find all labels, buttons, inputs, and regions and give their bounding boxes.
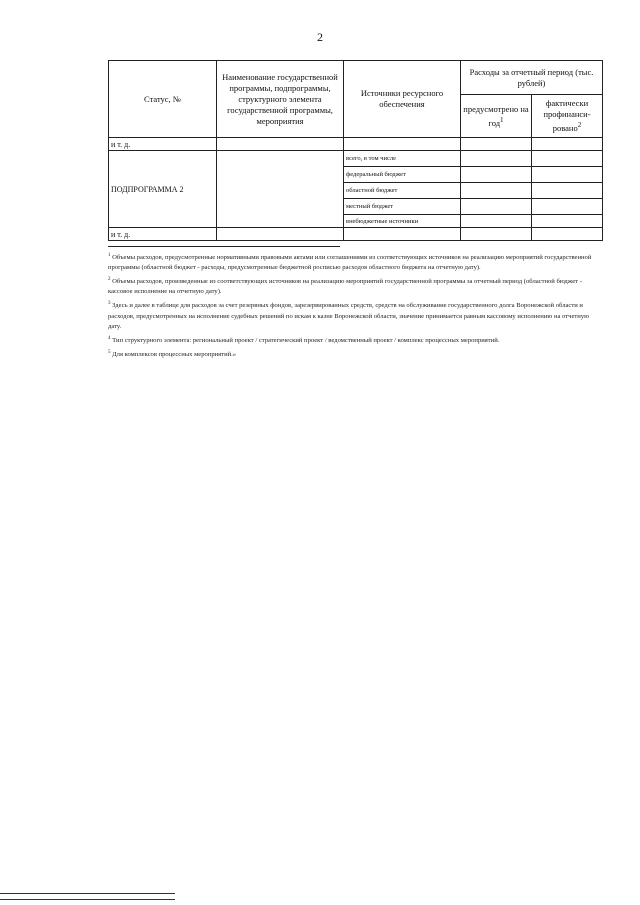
header-sources: Источники ресурсного обеспечения	[344, 61, 461, 138]
header-name: Наименование государственной программы, подпрограммы, структурного элемента государственной программы, мероприятия	[217, 61, 344, 138]
footnote-1	[108, 251, 602, 273]
table-row	[109, 151, 603, 167]
bottom-rule	[0, 893, 175, 894]
footnotes	[108, 246, 602, 362]
footnote-3-number: 3	[108, 301, 111, 307]
header-actual-label: фактически профинанси-ровано	[543, 98, 591, 133]
footnote-4-text: Тип структурного элемента: региональный проект / стратегический проект / ведомственный проект / комплекс процессных мероприятий.	[112, 336, 500, 344]
source-federal: федеральный бюджет	[344, 167, 461, 183]
footnote-4-number: 4	[108, 335, 111, 341]
source-extrabudgetary: внебюджетные источники	[344, 215, 461, 228]
footnote-5	[108, 348, 602, 360]
footnote-5-number: 5	[108, 349, 111, 355]
header-planned-label: предусмотрено на год	[463, 103, 529, 128]
footnote-2-text: Объемы расходов, произведенные из соответствующих источников на реализацию мероприятий государственной программы за отчетный период (областной бюджет - кассовое исполнение на отчетную дату).	[108, 278, 582, 296]
bottom-rule	[0, 899, 175, 900]
expenses-report-table	[108, 60, 603, 241]
etc-label: и т. д.	[109, 228, 217, 241]
footnote-separator	[108, 246, 340, 247]
source-regional: областной бюджет	[344, 183, 461, 199]
table-row	[109, 228, 603, 241]
subprogram-name-cell	[217, 151, 344, 228]
footnote-1-number: 1	[108, 253, 111, 258]
footnote-2	[108, 275, 602, 297]
table-row	[109, 138, 603, 151]
subprogram-label: ПОДПРОГРАММА 2	[109, 151, 217, 228]
header-expenses-group: Расходы за отчетный период (тыс. рублей)	[461, 61, 603, 95]
header-actual	[532, 95, 603, 138]
footnote-3	[108, 299, 602, 331]
source-total: всего, в том числе	[344, 151, 461, 167]
etc-label: и т. д.	[109, 138, 217, 151]
header-planned	[461, 95, 532, 138]
header-actual-footnote-ref: 2	[577, 121, 582, 130]
footnote-1-text: Объемы расходов, предусмотренные нормативными правовыми актами или соглашениями из соответствующих источников на реализацию мероприятий государственной программы (областной бюджет - расходы, предусмотренные бюджетной росписью расходов областного бюджета на отчетную дату).	[108, 254, 592, 272]
page-number: 2	[317, 30, 323, 44]
header-planned-footnote-ref: 1	[500, 115, 504, 124]
footnote-5-text: Для комплексов процессных мероприятий.»	[112, 350, 237, 358]
footnote-3-text: Здесь и далее в таблице для расходов за счет резервных фондов, зарезервированных средств, средств на обслуживание государственного долга Воронежской области и расходов, предусмотренных на исполнение судебных решений по искам к казне Воронежской области, значение принимается равным кассовому исполнению на отчетную дату.	[108, 302, 590, 330]
header-status: Статус, №	[109, 61, 217, 138]
footnote-2-number: 2	[108, 277, 111, 283]
source-local: местный бюджет	[344, 199, 461, 215]
footnote-4	[108, 334, 602, 346]
